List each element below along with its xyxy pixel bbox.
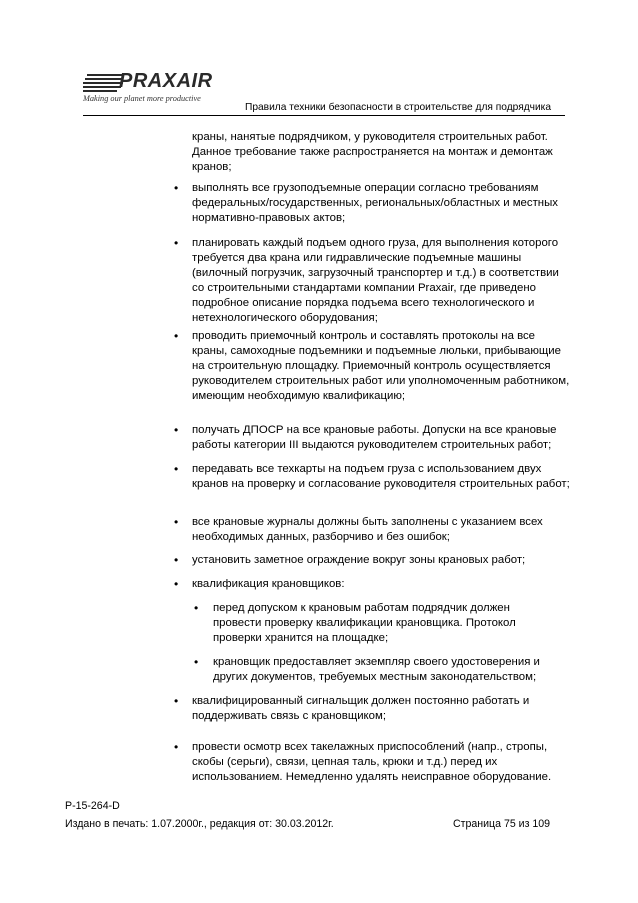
issue-date: Издано в печать: 1.07.2000г., редакция от: 30.03.2012г. [65, 818, 334, 830]
bullet-glyph: • [174, 515, 179, 529]
bullet-glyph: • [174, 329, 179, 343]
bullet-glyph: • [174, 694, 179, 708]
list-item: получать ДПОСР на все крановые работы. Допуски на все крановые работы категории III выдаются руководителем строительных работ; [192, 424, 557, 451]
list-item: планировать каждый подъем одного груза, для выполнения которого требуется два крана или гидравлические подъемные машины (вилочный погрузчик, загрузочный транспортер и т.д.) в соответствии со строительными стандартами компании Praxair, где приведено подробное описание порядка подъема всего технологического и нетехнологического оборудования; [192, 237, 559, 324]
header-title: Правила техники безопасности в строительстве для подрядчика [245, 102, 552, 113]
bullet-glyph: • [174, 236, 179, 250]
bullet-glyph: • [174, 577, 179, 591]
bullet-glyph: • [174, 740, 179, 754]
list-item: квалификация крановщиков: [192, 578, 345, 590]
page-number: Страница 75 из 109 [453, 818, 551, 830]
document-code: P-15-264-D [65, 800, 120, 812]
sub-list-item: крановщик предоставляет экземпляр своего удостоверения и других документов, требуемых местным законодательством; [213, 656, 540, 683]
sub-bullet-glyph: • [194, 601, 199, 615]
praxair-stripes-icon [83, 72, 123, 92]
list-item: все крановые журналы должны быть заполнены с указанием всех необходимых данных, разборчиво и без ошибок; [192, 516, 543, 543]
sub-list-item: перед допуском к крановым работам подрядчик должен провести проверку квалификации крановщика. Протокол проверки хранится на площадке; [213, 602, 516, 644]
bullet-glyph: • [174, 553, 179, 567]
praxair-logo [83, 72, 233, 108]
list-item: провести осмотр всех такелажных приспособлений (напр., стропы, скобы (серьги), связи, цепная таль, крюки и т.д.) перед их использованием. Немедленно удалять неисправное оборудование. [192, 741, 552, 783]
list-item: квалифицированный сигнальщик должен постоянно работать и поддерживать связь с крановщиком; [192, 695, 530, 722]
bullet-glyph: • [174, 181, 179, 195]
list-item: выполнять все грузоподъемные операции согласно требованиям федеральных/государственных, региональных/областных и местных нормативно-правовых актов; [192, 182, 558, 224]
logo-text: PRAXAIR [119, 70, 213, 92]
sub-bullet-glyph: • [194, 655, 199, 669]
list-item: передавать все техкарты на подъем груза с использованием двух кранов на проверку и согласование руководителя строительных работ; [192, 463, 570, 490]
header-divider [83, 115, 565, 116]
continuation-paragraph: краны, нанятые подрядчиком, у руководителя строительных работ. Данное требование также распространяется на монтаж и демонтаж кранов; [192, 131, 553, 173]
logo-tagline: Making our planet more productive [83, 94, 201, 103]
bullet-glyph: • [174, 462, 179, 476]
bullet-glyph: • [174, 423, 179, 437]
list-item: установить заметное ограждение вокруг зоны крановых работ; [192, 554, 526, 566]
list-item: проводить приемочный контроль и составлять протоколы на все краны, самоходные подъемники и подъемные люльки, прибывающие на строительную площадку. Приемочный контроль осуществляется руководителем строительных работ или уполномоченным работником, имеющим необходимую квалификацию; [192, 330, 570, 402]
